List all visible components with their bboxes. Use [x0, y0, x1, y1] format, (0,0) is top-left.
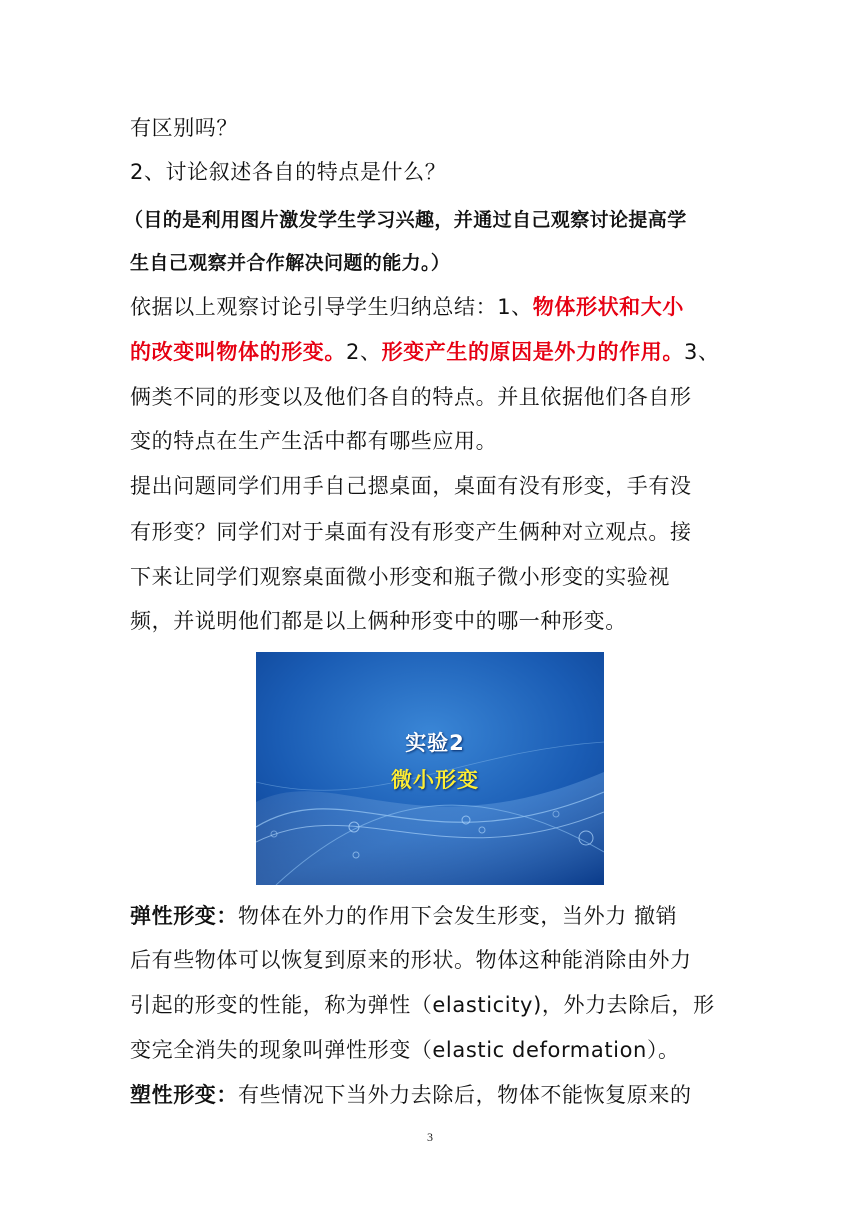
highlight-definition: 物体形状和大小: [532, 295, 684, 319]
text-line: 的改变叫物体的形变。2、形变产生的原因是外力的作用。3、: [130, 340, 720, 364]
text-line: 有形变？同学们对于桌面有没有形变产生俩种对立观点。接: [130, 520, 692, 544]
text-line: 后有些物体可以恢复到原来的形状。物体这种能消除由外力: [130, 948, 692, 972]
text-line: 俩类不同的形变以及他们各自的特点。并且依据他们各自形: [130, 385, 692, 409]
note-line: （目的是利用图片激发学生学习兴趣，并通过自己观察讨论提高学: [124, 209, 687, 231]
text-line: 2、讨论叙述各自的特点是什么？: [130, 160, 447, 184]
text-line: 变完全消失的现象叫弹性形变（elastic deformation）。: [130, 1038, 680, 1062]
figure-title: 实验2: [405, 731, 465, 755]
text-line: 下来让同学们观察桌面微小形变和瓶子微小形变的实验视: [130, 565, 670, 589]
term-elastic-deformation: 弹性形变：: [130, 904, 238, 928]
text-line: 引起的形变的性能，称为弹性（elasticity)，外力去除后，形: [130, 993, 715, 1017]
text-line: 变的特点在生产生活中都有哪些应用。: [130, 429, 498, 453]
experiment-video-image: [256, 652, 604, 885]
text-line: 依据以上观察讨论引导学生归纳总结：1、物体形状和大小: [130, 295, 684, 319]
text-line: 弹性形变：物体在外力的作用下会发生形变，当外力 撤销: [130, 904, 678, 928]
text-line: 有区别吗？: [130, 116, 238, 140]
term-plastic-deformation: 塑性形变：: [130, 1083, 238, 1107]
highlight-cause: 形变产生的原因是外力的作用: [381, 340, 663, 364]
page-number: 3: [427, 1130, 433, 1144]
text-line: 提出问题同学们用手自己摁桌面，桌面有没有形变，手有没: [130, 474, 692, 498]
highlight-definition: 的改变叫物体的形变。: [130, 340, 346, 364]
text-line: 频，并说明他们都是以上俩种形变中的哪一种形变。: [130, 609, 627, 633]
text-line: 塑性形变：有些情况下当外力去除后，物体不能恢复原来的: [130, 1083, 692, 1107]
figure-subtitle: 微小形变: [391, 768, 479, 792]
note-line: 生自己观察并合作解决问题的能力。）: [130, 252, 451, 274]
